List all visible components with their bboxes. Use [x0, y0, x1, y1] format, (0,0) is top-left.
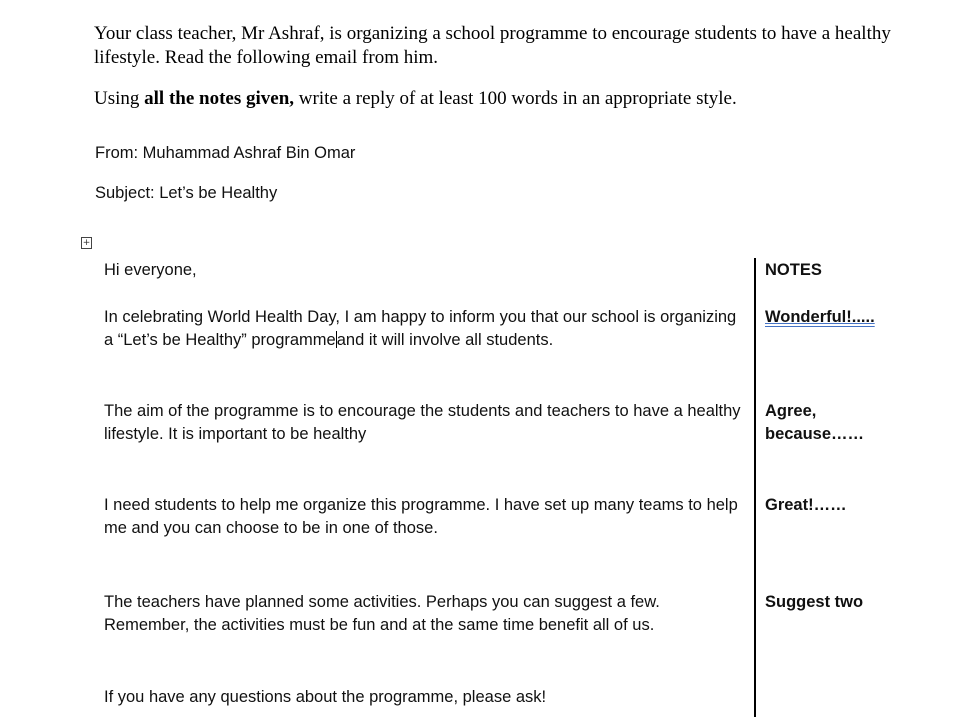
email-greeting: Hi everyone,	[104, 261, 197, 279]
instruction-task-prefix: Using	[94, 88, 145, 109]
email-paragraph-4: The teachers have planned some activities. Perhaps you can suggest a few. Remember, the activities must be fun and at the same time benefit all of us.	[104, 593, 660, 634]
email-paragraph-1-text-b: and it will involve all students.	[336, 331, 554, 349]
note-3: Great!……	[765, 496, 847, 514]
instruction-task-bold: all the notes given,	[144, 88, 295, 109]
email-paragraph-2: The aim of the programme is to encourage the students and teachers to have a healthy lifestyle. It is important to be healthy	[104, 402, 741, 443]
notes-heading: NOTES	[765, 261, 822, 279]
email-paragraph-1-text-a: In celebrating World Health Day, I am happy to inform you that our school is organizing a “Let’s be Healthy” programme	[104, 308, 737, 349]
instruction-task	[94, 87, 914, 111]
table-move-handle-icon[interactable]: +	[82, 238, 91, 248]
instruction-text: Your class teacher, Mr Ashraf, is organizing a school programme to encourage students to have a healthy lifestyle. Read the following email from him.	[94, 23, 891, 68]
email-subject: Subject: Let’s be Healthy	[95, 184, 278, 202]
note-2: Agree, because……	[765, 402, 865, 443]
notes-column-divider	[754, 258, 756, 717]
email-paragraph-1	[104, 306, 749, 352]
email-paragraph-3: I need students to help me organize this programme. I have set up many teams to help me and you can choose to be in one of those.	[104, 496, 738, 537]
instruction-task-suffix: write a reply of at least 100 words in an appropriate style.	[294, 88, 737, 109]
note-1	[765, 306, 875, 329]
note-4: Suggest two	[765, 593, 864, 611]
note-1-text: Wonderful!.....	[765, 308, 875, 326]
email-from: From: Muhammad Ashraf Bin Omar	[95, 144, 356, 162]
email-paragraph-5: If you have any questions about the programme, please ask!	[104, 688, 547, 706]
